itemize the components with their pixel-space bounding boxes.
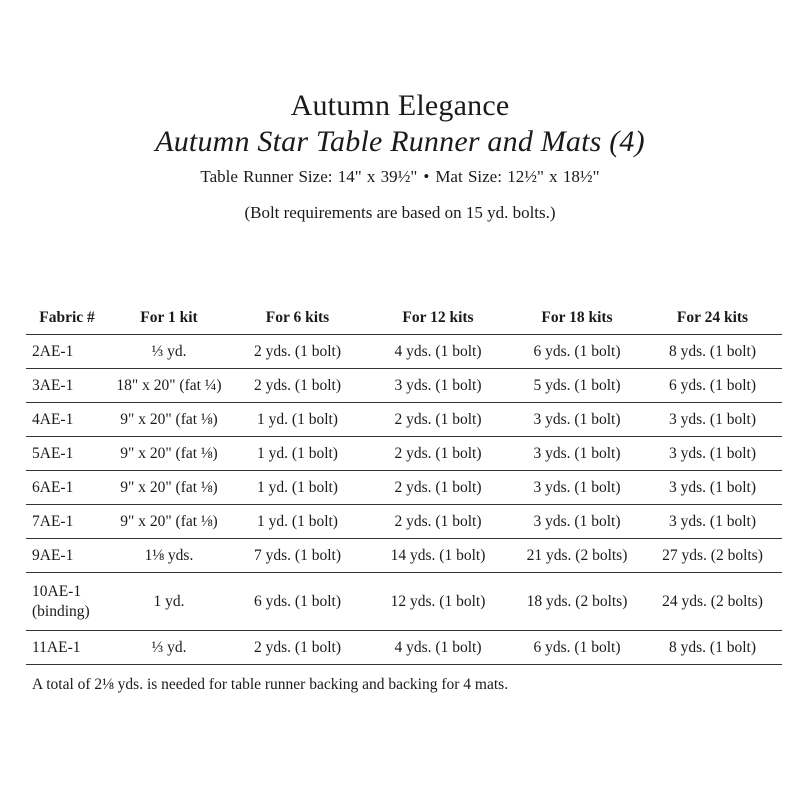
cell-k18: 21 yds. (2 bolts) (511, 539, 643, 573)
fabric-requirements-table (26, 302, 782, 665)
size-line (0, 166, 800, 188)
table-row (26, 631, 782, 665)
cell-kit1: 1 yd. (108, 573, 230, 631)
cell-k6: 1 yd. (1 bolt) (230, 471, 365, 505)
cell-k12: 3 yds. (1 bolt) (365, 369, 511, 403)
cell-k12: 4 yds. (1 bolt) (365, 631, 511, 665)
cell-k6: 6 yds. (1 bolt) (230, 573, 365, 631)
cell-k24: 8 yds. (1 bolt) (643, 631, 782, 665)
cell-fabric: 9AE-1 (26, 539, 108, 573)
cell-k6: 1 yd. (1 bolt) (230, 403, 365, 437)
cell-k18: 6 yds. (1 bolt) (511, 335, 643, 369)
cell-kit1: ⅓ yd. (108, 631, 230, 665)
cell-k6: 2 yds. (1 bolt) (230, 369, 365, 403)
cell-k18: 3 yds. (1 bolt) (511, 505, 643, 539)
cell-k12: 2 yds. (1 bolt) (365, 505, 511, 539)
cell-k24: 27 yds. (2 bolts) (643, 539, 782, 573)
table-row (26, 505, 782, 539)
cell-fabric: 6AE-1 (26, 471, 108, 505)
mat-size: Mat Size: 12½" x 18½" (435, 167, 600, 186)
cell-k6: 2 yds. (1 bolt) (230, 631, 365, 665)
cell-k24: 24 yds. (2 bolts) (643, 573, 782, 631)
cell-k24: 6 yds. (1 bolt) (643, 369, 782, 403)
cell-k18: 3 yds. (1 bolt) (511, 471, 643, 505)
cell-fabric: 2AE-1 (26, 335, 108, 369)
cell-k18: 6 yds. (1 bolt) (511, 631, 643, 665)
cell-k24: 8 yds. (1 bolt) (643, 335, 782, 369)
cell-k18: 5 yds. (1 bolt) (511, 369, 643, 403)
bolt-note: (Bolt requirements are based on 15 yd. bolts.) (244, 203, 556, 222)
cell-k6: 7 yds. (1 bolt) (230, 539, 365, 573)
header-for-18-kits: For 18 kits (511, 302, 643, 335)
table-row (26, 369, 782, 403)
table-header-row (26, 302, 782, 335)
table-row (26, 573, 782, 631)
bullet-separator: • (423, 167, 430, 186)
cell-k24: 3 yds. (1 bolt) (643, 437, 782, 471)
fabric-number: 10AE-1 (32, 582, 82, 600)
cell-k24: 3 yds. (1 bolt) (643, 403, 782, 437)
backing-note: A total of 2⅛ yds. is needed for table runner backing and backing for 4 mats. (32, 676, 509, 693)
cell-k24: 3 yds. (1 bolt) (643, 471, 782, 505)
cell-k6: 1 yd. (1 bolt) (230, 437, 365, 471)
cell-fabric: 4AE-1 (26, 403, 108, 437)
fabric-subnote: (binding) (32, 602, 90, 620)
cell-k12: 2 yds. (1 bolt) (365, 471, 511, 505)
cell-k18: 3 yds. (1 bolt) (511, 437, 643, 471)
header-for-24-kits: For 24 kits (643, 302, 782, 335)
cell-fabric: 5AE-1 (26, 437, 108, 471)
table-row (26, 335, 782, 369)
cell-fabric (26, 573, 108, 631)
cell-k12: 4 yds. (1 bolt) (365, 335, 511, 369)
cell-k12: 12 yds. (1 bolt) (365, 573, 511, 631)
cell-fabric: 3AE-1 (26, 369, 108, 403)
cell-kit1: 18" x 20" (fat ¼) (108, 369, 230, 403)
cell-k12: 2 yds. (1 bolt) (365, 403, 511, 437)
cell-fabric: 11AE-1 (26, 631, 108, 665)
document-header (0, 88, 800, 224)
cell-kit1: 9" x 20" (fat ⅛) (108, 403, 230, 437)
cell-k12: 2 yds. (1 bolt) (365, 437, 511, 471)
table-row (26, 471, 782, 505)
cell-k6: 2 yds. (1 bolt) (230, 335, 365, 369)
cell-kit1: ⅓ yd. (108, 335, 230, 369)
header-for-12-kits: For 12 kits (365, 302, 511, 335)
header-for-6-kits: For 6 kits (230, 302, 365, 335)
cell-k12: 14 yds. (1 bolt) (365, 539, 511, 573)
table-row (26, 539, 782, 573)
cell-kit1: 9" x 20" (fat ⅛) (108, 505, 230, 539)
cell-fabric: 7AE-1 (26, 505, 108, 539)
cell-k18: 3 yds. (1 bolt) (511, 403, 643, 437)
table-row (26, 403, 782, 437)
page-subtitle: Autumn Star Table Runner and Mats (4) (155, 125, 645, 158)
cell-k6: 1 yd. (1 bolt) (230, 505, 365, 539)
cell-kit1: 9" x 20" (fat ⅛) (108, 437, 230, 471)
header-for-1-kit: For 1 kit (108, 302, 230, 335)
runner-size: Table Runner Size: 14" x 39½" (200, 167, 418, 186)
table-row (26, 437, 782, 471)
cell-kit1: 1⅛ yds. (108, 539, 230, 573)
page-title: Autumn Elegance (290, 89, 510, 122)
header-fabric: Fabric # (26, 302, 108, 335)
cell-kit1: 9" x 20" (fat ⅛) (108, 471, 230, 505)
cell-k24: 3 yds. (1 bolt) (643, 505, 782, 539)
cell-k18: 18 yds. (2 bolts) (511, 573, 643, 631)
